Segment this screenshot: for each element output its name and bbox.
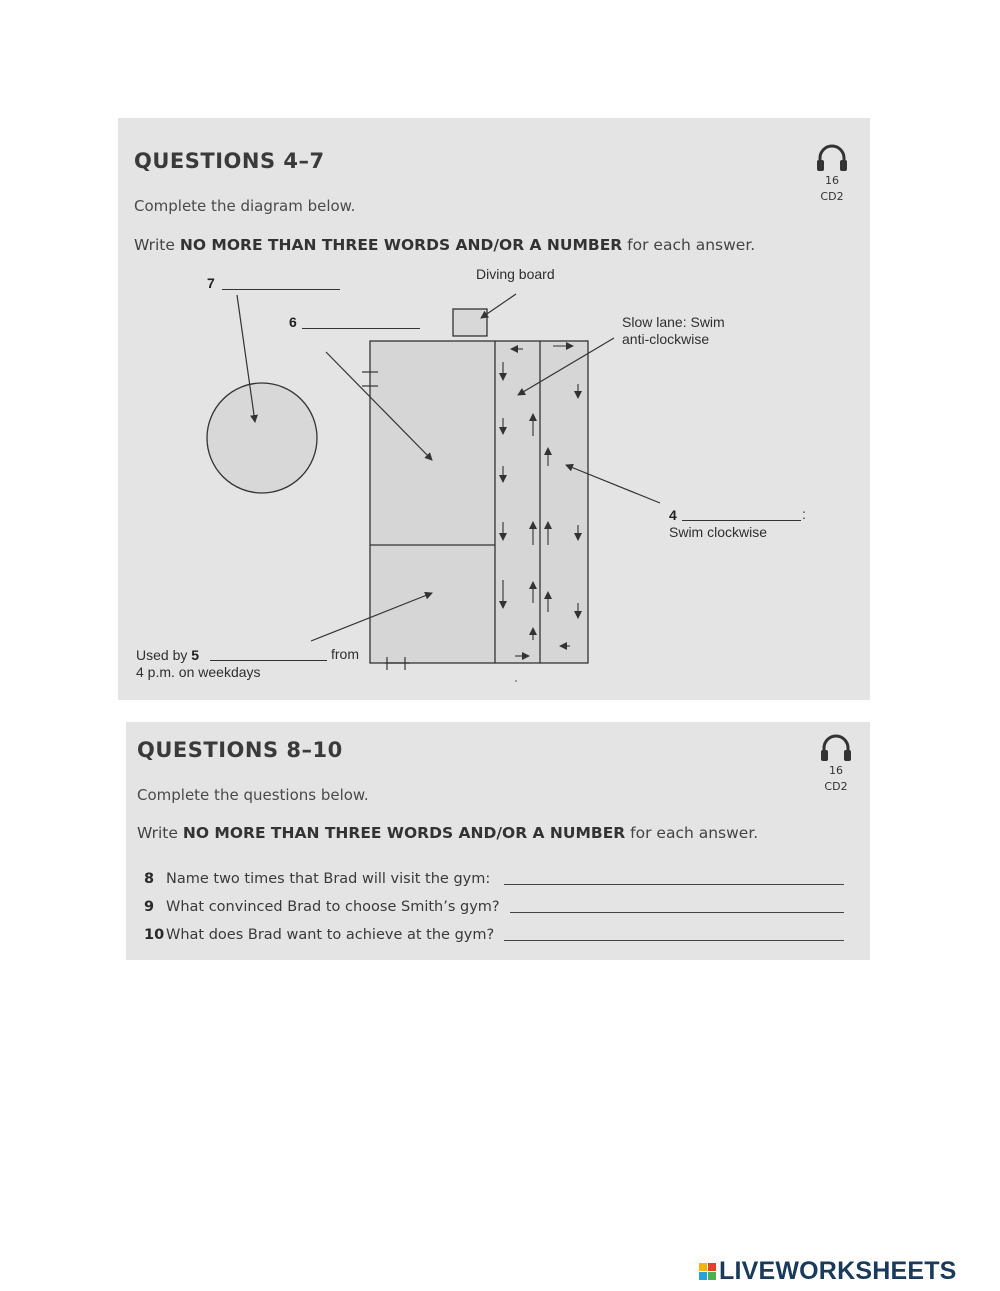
label-slow-lane-1: Slow lane: Swim xyxy=(622,314,725,330)
q9-answer-blank[interactable] xyxy=(510,912,844,913)
cd-track-2[interactable] xyxy=(816,733,856,793)
round-pool xyxy=(207,383,317,493)
main-pool xyxy=(370,341,588,663)
q8-answer-blank[interactable] xyxy=(504,884,844,885)
q6-answer-blank[interactable] xyxy=(302,328,420,329)
q5-number: 5 xyxy=(191,647,200,663)
question-number: 9 xyxy=(144,899,155,915)
section-1-subtitle: Complete the diagram below. xyxy=(134,197,356,215)
question-number: 8 xyxy=(144,871,155,887)
q6-number: 6 xyxy=(289,314,297,330)
instruction-bold: NO MORE THAN THREE WORDS AND/OR A NUMBER xyxy=(179,236,623,254)
section-2-subtitle: Complete the questions below. xyxy=(137,786,369,804)
instruction-bold: NO MORE THAN THREE WORDS AND/OR A NUMBER xyxy=(182,824,626,842)
question-number: 10 xyxy=(144,927,165,943)
cd-track-number: 16 xyxy=(825,174,839,187)
question-text: Name two times that Brad will visit the gym: xyxy=(166,871,491,887)
label-slow-lane-2: anti-clockwise xyxy=(622,331,710,347)
section-2-title: QUESTIONS 8–10 xyxy=(137,738,343,762)
q5-post: from xyxy=(331,646,359,662)
section-2-instruction xyxy=(137,824,758,842)
headphones-icon xyxy=(819,733,853,763)
instruction-post: for each answer. xyxy=(622,236,756,254)
q7-number: 7 xyxy=(207,275,215,291)
cd-label: CD2 xyxy=(824,780,848,793)
cd-track-number: 16 xyxy=(829,764,843,777)
question-10 xyxy=(144,927,494,943)
q6-label xyxy=(289,314,297,331)
instruction-pre: Write xyxy=(137,824,183,842)
q5-answer-blank[interactable] xyxy=(210,660,327,661)
q7-label xyxy=(207,275,215,292)
q4-number: 4 xyxy=(669,507,677,523)
diving-board xyxy=(453,309,487,336)
q4-answer-blank[interactable] xyxy=(682,520,801,521)
q5-label xyxy=(136,647,199,664)
cd-label: CD2 xyxy=(820,190,844,203)
instruction-pre: Write xyxy=(134,236,180,254)
q4-label xyxy=(669,507,677,524)
q10-answer-blank[interactable] xyxy=(504,940,844,941)
q4-line2: Swim clockwise xyxy=(669,524,768,540)
q4-colon: : xyxy=(802,506,806,522)
question-text: What does Brad want to achieve at the gym? xyxy=(166,927,495,943)
q5-line2: 4 p.m. on weekdays xyxy=(136,664,261,680)
q5-pre: Used by xyxy=(136,647,192,663)
logo-mark-icon xyxy=(699,1263,716,1280)
instruction-post: for each answer. xyxy=(625,824,759,842)
section-1-title: QUESTIONS 4–7 xyxy=(134,149,325,173)
liveworksheets-logo[interactable] xyxy=(699,1257,957,1285)
question-8 xyxy=(144,871,490,887)
question-9 xyxy=(144,899,500,915)
question-text: What convinced Brad to choose Smith’s gym? xyxy=(166,899,500,915)
q7-answer-blank[interactable] xyxy=(222,289,340,290)
logo-wordmark: LIVEWORKSHEETS xyxy=(719,1256,957,1285)
label-diving-board: Diving board xyxy=(476,266,555,282)
